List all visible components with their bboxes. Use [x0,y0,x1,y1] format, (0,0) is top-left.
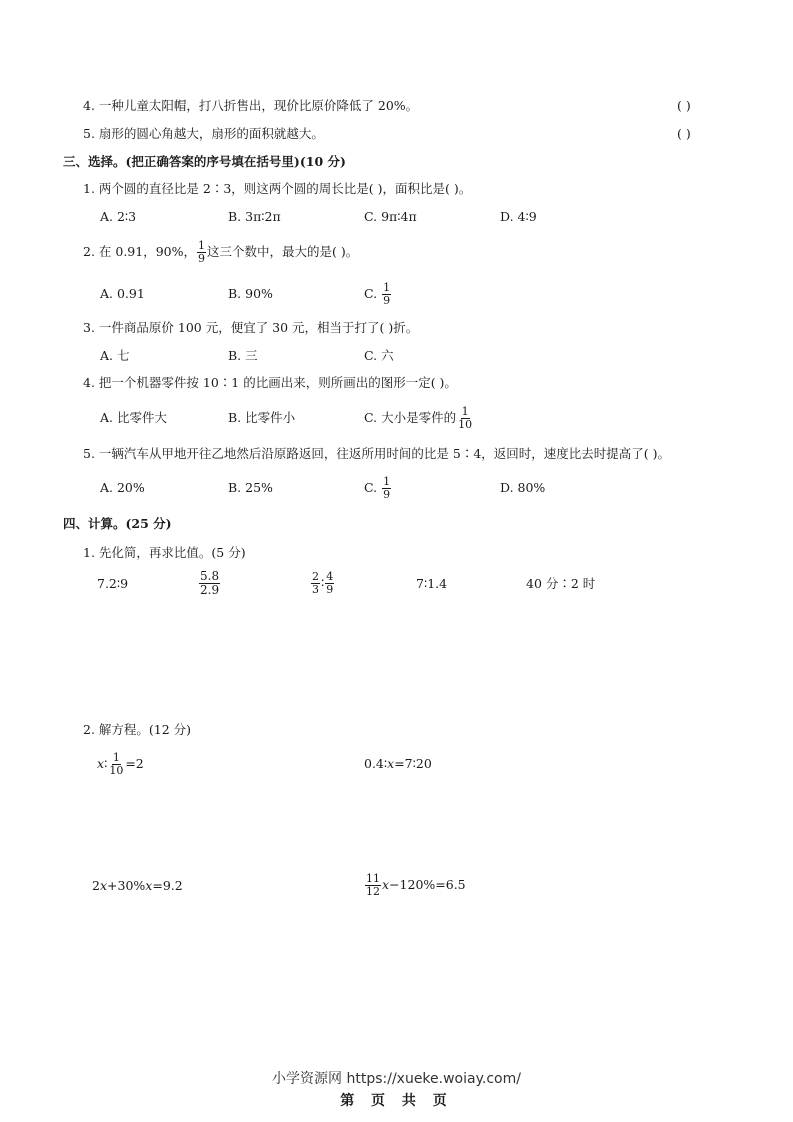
fraction-denominator: 9 [326,583,334,596]
calc-expr-5: 40 分∶2 时 [526,576,596,591]
choice-q1-option-d[interactable]: D. 4∶9 [500,209,537,224]
fraction-numerator: 1 [383,281,391,294]
option-c-label: C. [364,480,382,495]
variable-x: x [99,878,108,893]
footer-site-url: 小学资源网 https://xueke.woiay.com/ [272,1071,521,1087]
ratio-sign: ∶ [321,575,325,590]
choice-q2-option-c[interactable] [364,280,392,308]
choice-q5-option-c[interactable] [364,474,392,502]
choice-q2-option-a[interactable]: A. 0.91 [100,286,145,301]
choice-q1-text: 1. 两个圆的直径比是 2∶3，则这两个圆的周长比是( )，面积比是( )。 [83,181,472,196]
fraction-numerator: 1 [461,405,469,418]
fraction [108,752,124,777]
variable-x: x [97,756,105,771]
fraction-denominator: 10 [109,764,124,777]
choice-q1-option-b[interactable]: B. 3π∶2π [228,209,281,224]
choice-q2-suffix: 这三个数中，最大的是( )。 [207,244,359,259]
choice-q5-option-d[interactable]: D. 80% [500,480,546,495]
fraction [311,571,320,596]
choice-q3-option-b[interactable]: B. 三 [228,348,258,363]
term: +30% [107,878,146,893]
fraction-denominator: 9 [383,488,391,501]
calc-part1-title: 1. 先化简，再求比值。(5 分) [83,545,246,560]
choice-q1-option-c[interactable]: C. 9π∶4π [364,209,417,224]
equation-4 [364,870,466,900]
option-c-fraction [382,282,391,307]
fraction-numerator: 11 [366,872,380,885]
calc-expr-2 [198,568,221,598]
judge-answer-paren-4[interactable]: ( ) [677,98,691,113]
choice-q4-option-a[interactable]: A. 比零件大 [100,410,167,425]
fraction-numerator: 1 [198,239,205,252]
fraction-denominator: 3 [312,583,319,596]
fraction-numerator: 1 [383,475,391,488]
equation-3 [92,878,183,894]
equation-1 [97,750,144,778]
fraction-denominator: 12 [366,885,380,898]
calc-expr-1: 7.2∶9 [97,576,129,591]
section-heading-calc: 四、计算。(25 分) [63,516,172,531]
choice-q5-option-b[interactable]: B. 25% [228,480,273,495]
fraction-denominator: 10 [458,418,473,431]
choice-q2-option-b[interactable]: B. 90% [228,286,273,301]
equation-rest: =9.2 [152,878,183,893]
fraction-denominator: 9 [383,294,391,307]
choice-q2-fraction [197,240,206,265]
calc-part2-title: 2. 解方程。(12 分) [83,722,192,737]
choice-q2-text [83,238,358,266]
judge-item-4: 4. 一种儿童太阳帽，打八折售出，现价比原价降低了 20%。 [83,98,419,113]
equation-left: 0.4∶ [364,756,388,771]
fraction-numerator: 4 [326,570,334,583]
calc-expr-4: 7∶1.4 [416,576,448,591]
choice-q1-option-a[interactable]: A. 2∶3 [100,209,137,224]
judge-item-5: 5. 扇形的圆心角越大，扇形的面积就越大。 [83,126,324,141]
judge-answer-paren-5[interactable]: ( ) [677,126,691,141]
fraction-numerator: 5.8 [200,569,220,583]
choice-q4-option-b[interactable]: B. 比零件小 [228,410,296,425]
fraction-denominator: 9 [198,252,205,265]
choice-q5-text: 5. 一辆汽车从甲地开往乙地然后沿原路返回，往返所用时间的比是 5∶4，返回时，速度比去时提高了( )。 [83,446,671,461]
fraction [199,570,220,597]
footer-page-number: 第 页 共 页 [340,1093,453,1109]
choice-q4-option-c[interactable] [364,404,474,432]
choice-q5-option-a[interactable]: A. 20% [100,480,145,495]
fraction-denominator: 2.9 [200,583,220,597]
fraction [325,571,334,596]
choice-q2-prefix: 2. 在 0.91，90%， [83,244,196,259]
variable-x: x [145,878,153,893]
calc-expr-3 [310,568,335,598]
option-c-fraction [457,406,473,431]
ratio-sign: ∶ [104,756,108,771]
section-heading-choice: 三、选择。(把正确答案的序号填在括号里)(10 分) [63,154,346,169]
variable-x: x [387,756,395,771]
fraction-numerator: 1 [112,751,120,764]
choice-q3-option-c[interactable]: C. 六 [364,348,394,363]
equation-rest: =2 [125,756,144,771]
equation-2 [364,756,432,772]
fraction [365,873,381,898]
equation-rest: =7∶20 [394,756,432,771]
choice-q3-text: 3. 一件商品原价 100 元，便宜了 30 元，相当于打了( )折。 [83,320,419,335]
choice-q4-text: 4. 把一个机器零件按 10∶1 的比画出来，则所画出的图形一定( )。 [83,375,457,390]
variable-x: x [382,877,390,892]
choice-q3-option-a[interactable]: A. 七 [100,348,130,363]
equation-rest: −120%=6.5 [389,877,466,892]
option-c-fraction [382,476,391,501]
option-c-label: C. 大小是零件的 [364,410,457,425]
fraction-numerator: 2 [312,570,319,583]
coefficient: 2 [92,878,100,893]
option-c-label: C. [364,286,382,301]
